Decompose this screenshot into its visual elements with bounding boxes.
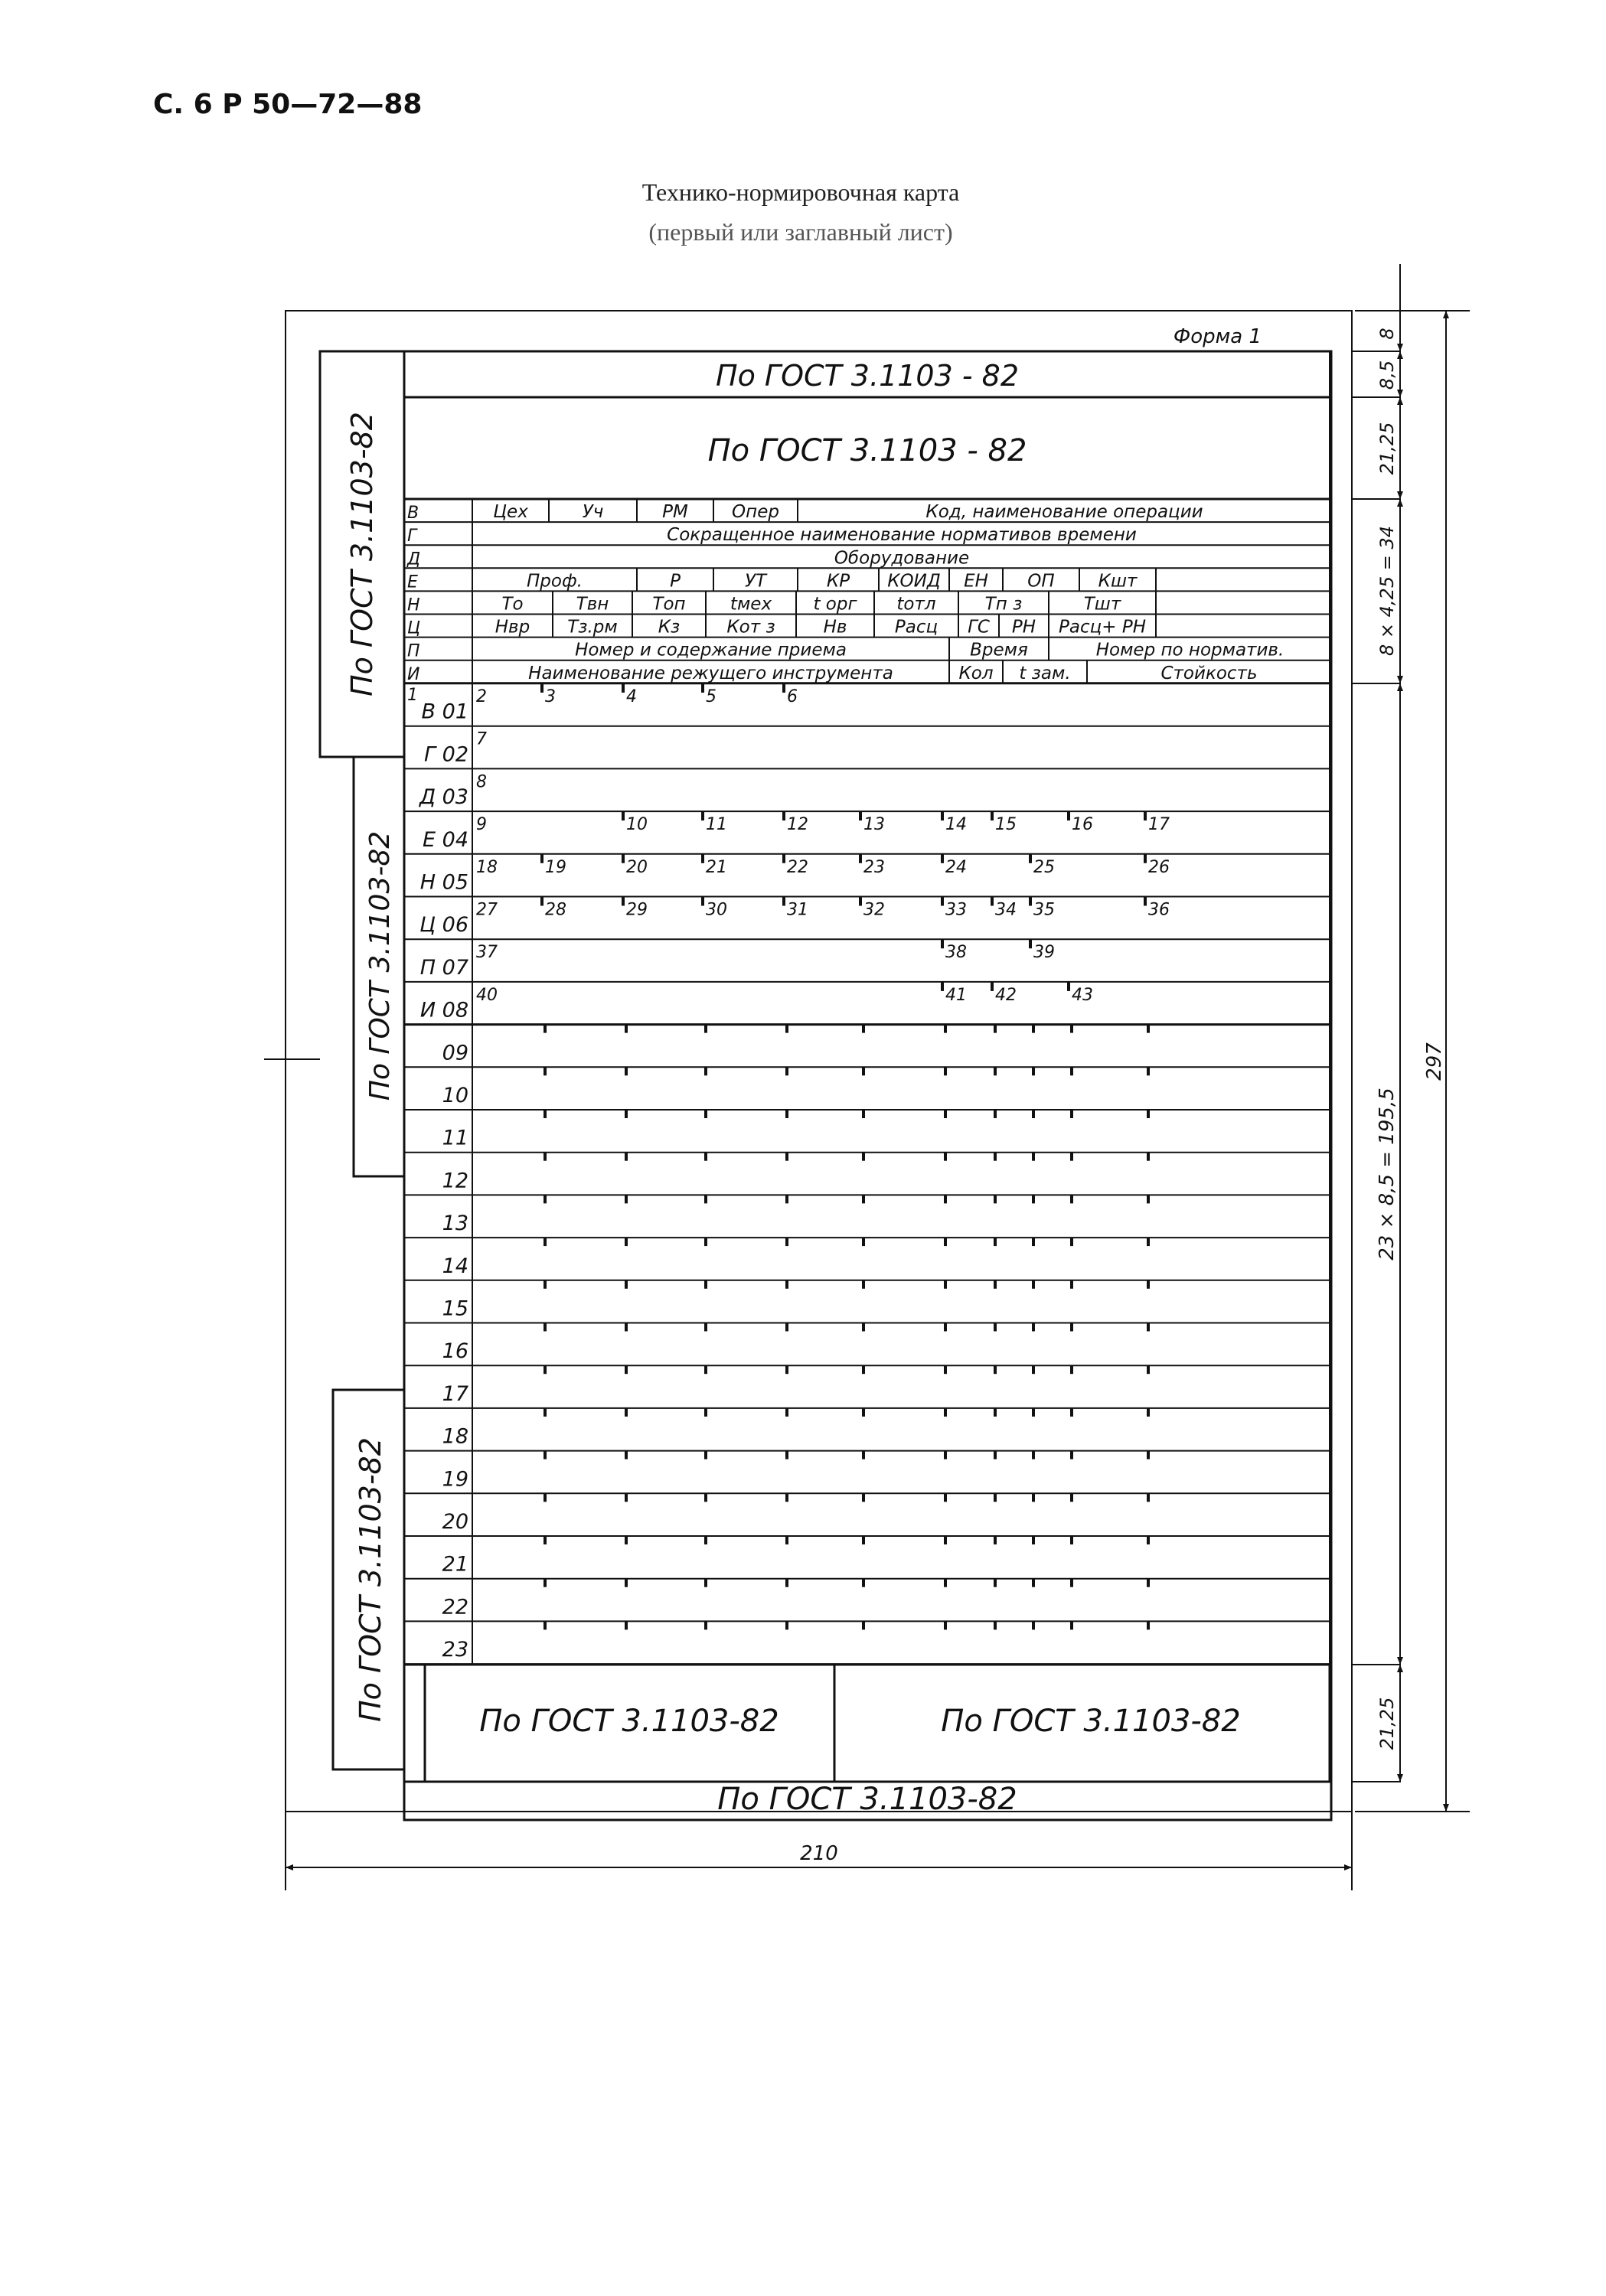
data-row-position-number: 30: [706, 900, 727, 920]
field-cell-label: РМ: [662, 502, 688, 523]
field-cell-label: Номер и содержание приема: [575, 640, 847, 660]
data-row-label: 20: [442, 1510, 468, 1534]
field-cell-label: Нвр: [495, 617, 530, 638]
data-row-position-number: 35: [1033, 900, 1055, 920]
data-row-position-number: 23: [863, 857, 885, 877]
data-row-label: 22: [442, 1595, 468, 1619]
field-row-code: В: [407, 504, 419, 523]
dim-top-margin: 8: [1376, 328, 1398, 340]
data-row-position-number: 42: [995, 985, 1017, 1005]
data-row-position-number: 26: [1148, 857, 1170, 877]
field-row-code: Ц: [407, 618, 421, 638]
field-cell-label: Цех: [493, 502, 528, 523]
field-cell-label: КР: [826, 571, 850, 592]
field-cell-label: То: [501, 594, 524, 615]
data-row-label: Е 04: [423, 827, 468, 852]
data-row-position-number: 12: [787, 815, 808, 835]
data-rows-text: [407, 686, 1170, 1662]
data-row-position-number: 41: [945, 985, 967, 1005]
data-row-label: 12: [442, 1169, 468, 1193]
data-row-label: 23: [442, 1638, 468, 1662]
field-cell-label: ЕН: [964, 571, 988, 592]
data-row-position-number: 32: [863, 900, 885, 920]
form-label: Форма 1: [1173, 325, 1262, 348]
data-row-label: П 07: [419, 955, 468, 980]
field-cell-label: Опер: [732, 502, 779, 523]
data-row-label: 15: [442, 1296, 468, 1321]
side-box-bottom-gost: По ГОСТ 3.1103-82: [354, 1437, 387, 1722]
data-row-position-number: 22: [787, 857, 808, 877]
data-row-label: 09: [442, 1041, 468, 1065]
field-cell-label: Стойкость: [1160, 663, 1258, 683]
field-cell-label: Проф.: [527, 571, 583, 592]
data-row-position-number: 11: [706, 815, 727, 835]
field-cell-label: Номер по норматив.: [1095, 640, 1284, 660]
side-box-middle-gost: По ГОСТ 3.1103-82: [364, 830, 396, 1101]
field-cell-label: Кот з: [726, 617, 775, 638]
data-row-label: Ц 06: [419, 913, 468, 938]
field-cell-label: Время: [970, 640, 1028, 660]
data-row-label: Н 05: [419, 870, 468, 895]
data-row-label: 21: [442, 1552, 468, 1577]
header-row-gost: По ГОСТ 3.1103 - 82: [716, 359, 1019, 393]
data-row-position-number: 39: [1033, 943, 1055, 963]
field-cell-label: Код, наименование операции: [925, 502, 1203, 523]
field-cell-label: Оборудование: [834, 548, 970, 569]
field-row-code: Е: [407, 572, 418, 592]
data-row-position-number: 33: [945, 900, 967, 920]
data-row-label: Д 03: [419, 785, 468, 810]
data-row-label: 16: [442, 1339, 468, 1364]
title-block-gost: По ГОСТ 3.1103 - 82: [707, 433, 1027, 468]
page-header: С. 6 Р 50—72—88: [153, 89, 423, 120]
field-cell-label: Расц: [894, 617, 938, 638]
data-row-position-number: 16: [1072, 815, 1093, 835]
data-row-position-number: 18: [476, 857, 498, 877]
data-row-position-number: 34: [995, 900, 1017, 920]
data-row-position-number: 8: [476, 772, 487, 792]
data-row-label: 19: [442, 1467, 468, 1492]
data-row-top-number: 1: [407, 686, 418, 705]
field-cell-label: tотл: [896, 594, 936, 615]
bottom-right-gost: По ГОСТ 3.1103-82: [941, 1704, 1241, 1739]
data-row-position-number: 2: [476, 687, 487, 706]
field-cell-label: Сокращенное наименование нормативов времени: [667, 525, 1137, 546]
data-row-label: И 08: [419, 998, 468, 1022]
field-row-code: И: [407, 664, 420, 684]
data-row-position-number: 40: [476, 985, 498, 1005]
field-cell-label: Топ: [652, 594, 686, 615]
data-row-position-number: 5: [706, 687, 716, 706]
field-cell-label: Р: [670, 571, 681, 592]
field-cell-label: Тп з: [984, 594, 1023, 615]
data-row-label: 17: [442, 1381, 468, 1406]
data-row-position-number: 20: [626, 857, 648, 877]
field-cell-label: Уч: [582, 502, 604, 523]
data-row-position-number: 37: [476, 943, 498, 963]
field-cell-label: t зам.: [1019, 663, 1071, 683]
field-cell-label: Тшт: [1083, 594, 1121, 615]
dim-data-rows: 23 × 8,5 = 195,5: [1376, 1088, 1399, 1261]
field-cell-label: Расц+ РН: [1058, 617, 1147, 638]
field-row-code: П: [407, 641, 420, 661]
data-row-position-number: 38: [945, 943, 967, 963]
bottom-left-gost: По ГОСТ 3.1103-82: [479, 1704, 779, 1739]
field-cell-label: Наименование режущего инструмента: [528, 663, 893, 683]
side-box-top-gost: По ГОСТ 3.1103-82: [345, 412, 379, 696]
field-cell-label: РН: [1011, 617, 1036, 638]
data-row-label: 18: [442, 1424, 468, 1449]
data-row-position-number: 27: [476, 900, 498, 920]
data-row-position-number: 6: [787, 687, 798, 706]
field-cell-label: Тз.рм: [567, 617, 618, 638]
dim-height: 297: [1423, 1042, 1446, 1081]
field-cell-label: Твн: [576, 594, 609, 615]
data-row-position-number: 43: [1072, 985, 1093, 1005]
field-cell-label: ГС: [968, 617, 990, 638]
dim-row-header: 8,5: [1376, 360, 1398, 390]
data-row-label: 10: [442, 1084, 468, 1107]
field-cell-label: Нв: [823, 617, 847, 638]
field-rows-text: [406, 502, 1284, 684]
field-cell-label: Кол: [958, 663, 994, 683]
data-row-position-number: 9: [476, 815, 487, 835]
field-cell-label: Кшт: [1098, 571, 1138, 592]
bottom-strip-gost: По ГОСТ 3.1103-82: [717, 1782, 1017, 1817]
field-cell-label: ОП: [1027, 571, 1055, 592]
data-row-position-number: 3: [545, 687, 556, 706]
data-row-position-number: 13: [863, 815, 885, 835]
field-cell-label: КОИД: [887, 571, 941, 592]
data-row-position-number: 10: [626, 815, 648, 835]
data-row-position-number: 17: [1148, 815, 1170, 835]
data-row-position-number: 15: [995, 815, 1017, 835]
data-row-position-number: 19: [545, 857, 566, 877]
data-row-label: 13: [442, 1212, 468, 1236]
data-row-position-number: 25: [1033, 857, 1055, 877]
field-row-code: Г: [407, 527, 417, 546]
field-cell-label: УТ: [744, 571, 767, 592]
field-row-code: Н: [407, 595, 420, 615]
data-row-label: 14: [442, 1254, 468, 1278]
doc-title: Технико-нормировочная карта: [641, 178, 960, 206]
data-row-position-number: 14: [945, 815, 967, 835]
data-row-label: Г 02: [424, 742, 468, 767]
data-row-label: 11: [442, 1126, 468, 1150]
field-cell-label: t орг: [813, 594, 857, 615]
data-row-position-number: 7: [476, 729, 487, 749]
field-cell-label: Кз: [658, 617, 681, 638]
data-row-position-number: 28: [545, 900, 566, 920]
data-row-label: В 01: [421, 700, 468, 724]
dim-width: 210: [800, 1842, 838, 1865]
data-row-position-number: 21: [706, 857, 727, 877]
dim-title-block: 21,25: [1376, 422, 1398, 475]
field-cell-label: tмех: [730, 594, 772, 615]
data-row-position-number: 29: [626, 900, 648, 920]
data-row-position-number: 31: [787, 900, 808, 920]
dim-bottom-block: 21,25: [1376, 1697, 1398, 1750]
field-row-code: Д: [407, 550, 421, 569]
data-row-position-number: 36: [1148, 900, 1170, 920]
data-row-position-number: 4: [626, 687, 637, 706]
doc-subtitle: (первый или заглавный лист): [648, 218, 953, 246]
data-row-position-number: 24: [945, 857, 967, 877]
dim-field-rows: 8 × 4,25 = 34: [1376, 526, 1398, 656]
